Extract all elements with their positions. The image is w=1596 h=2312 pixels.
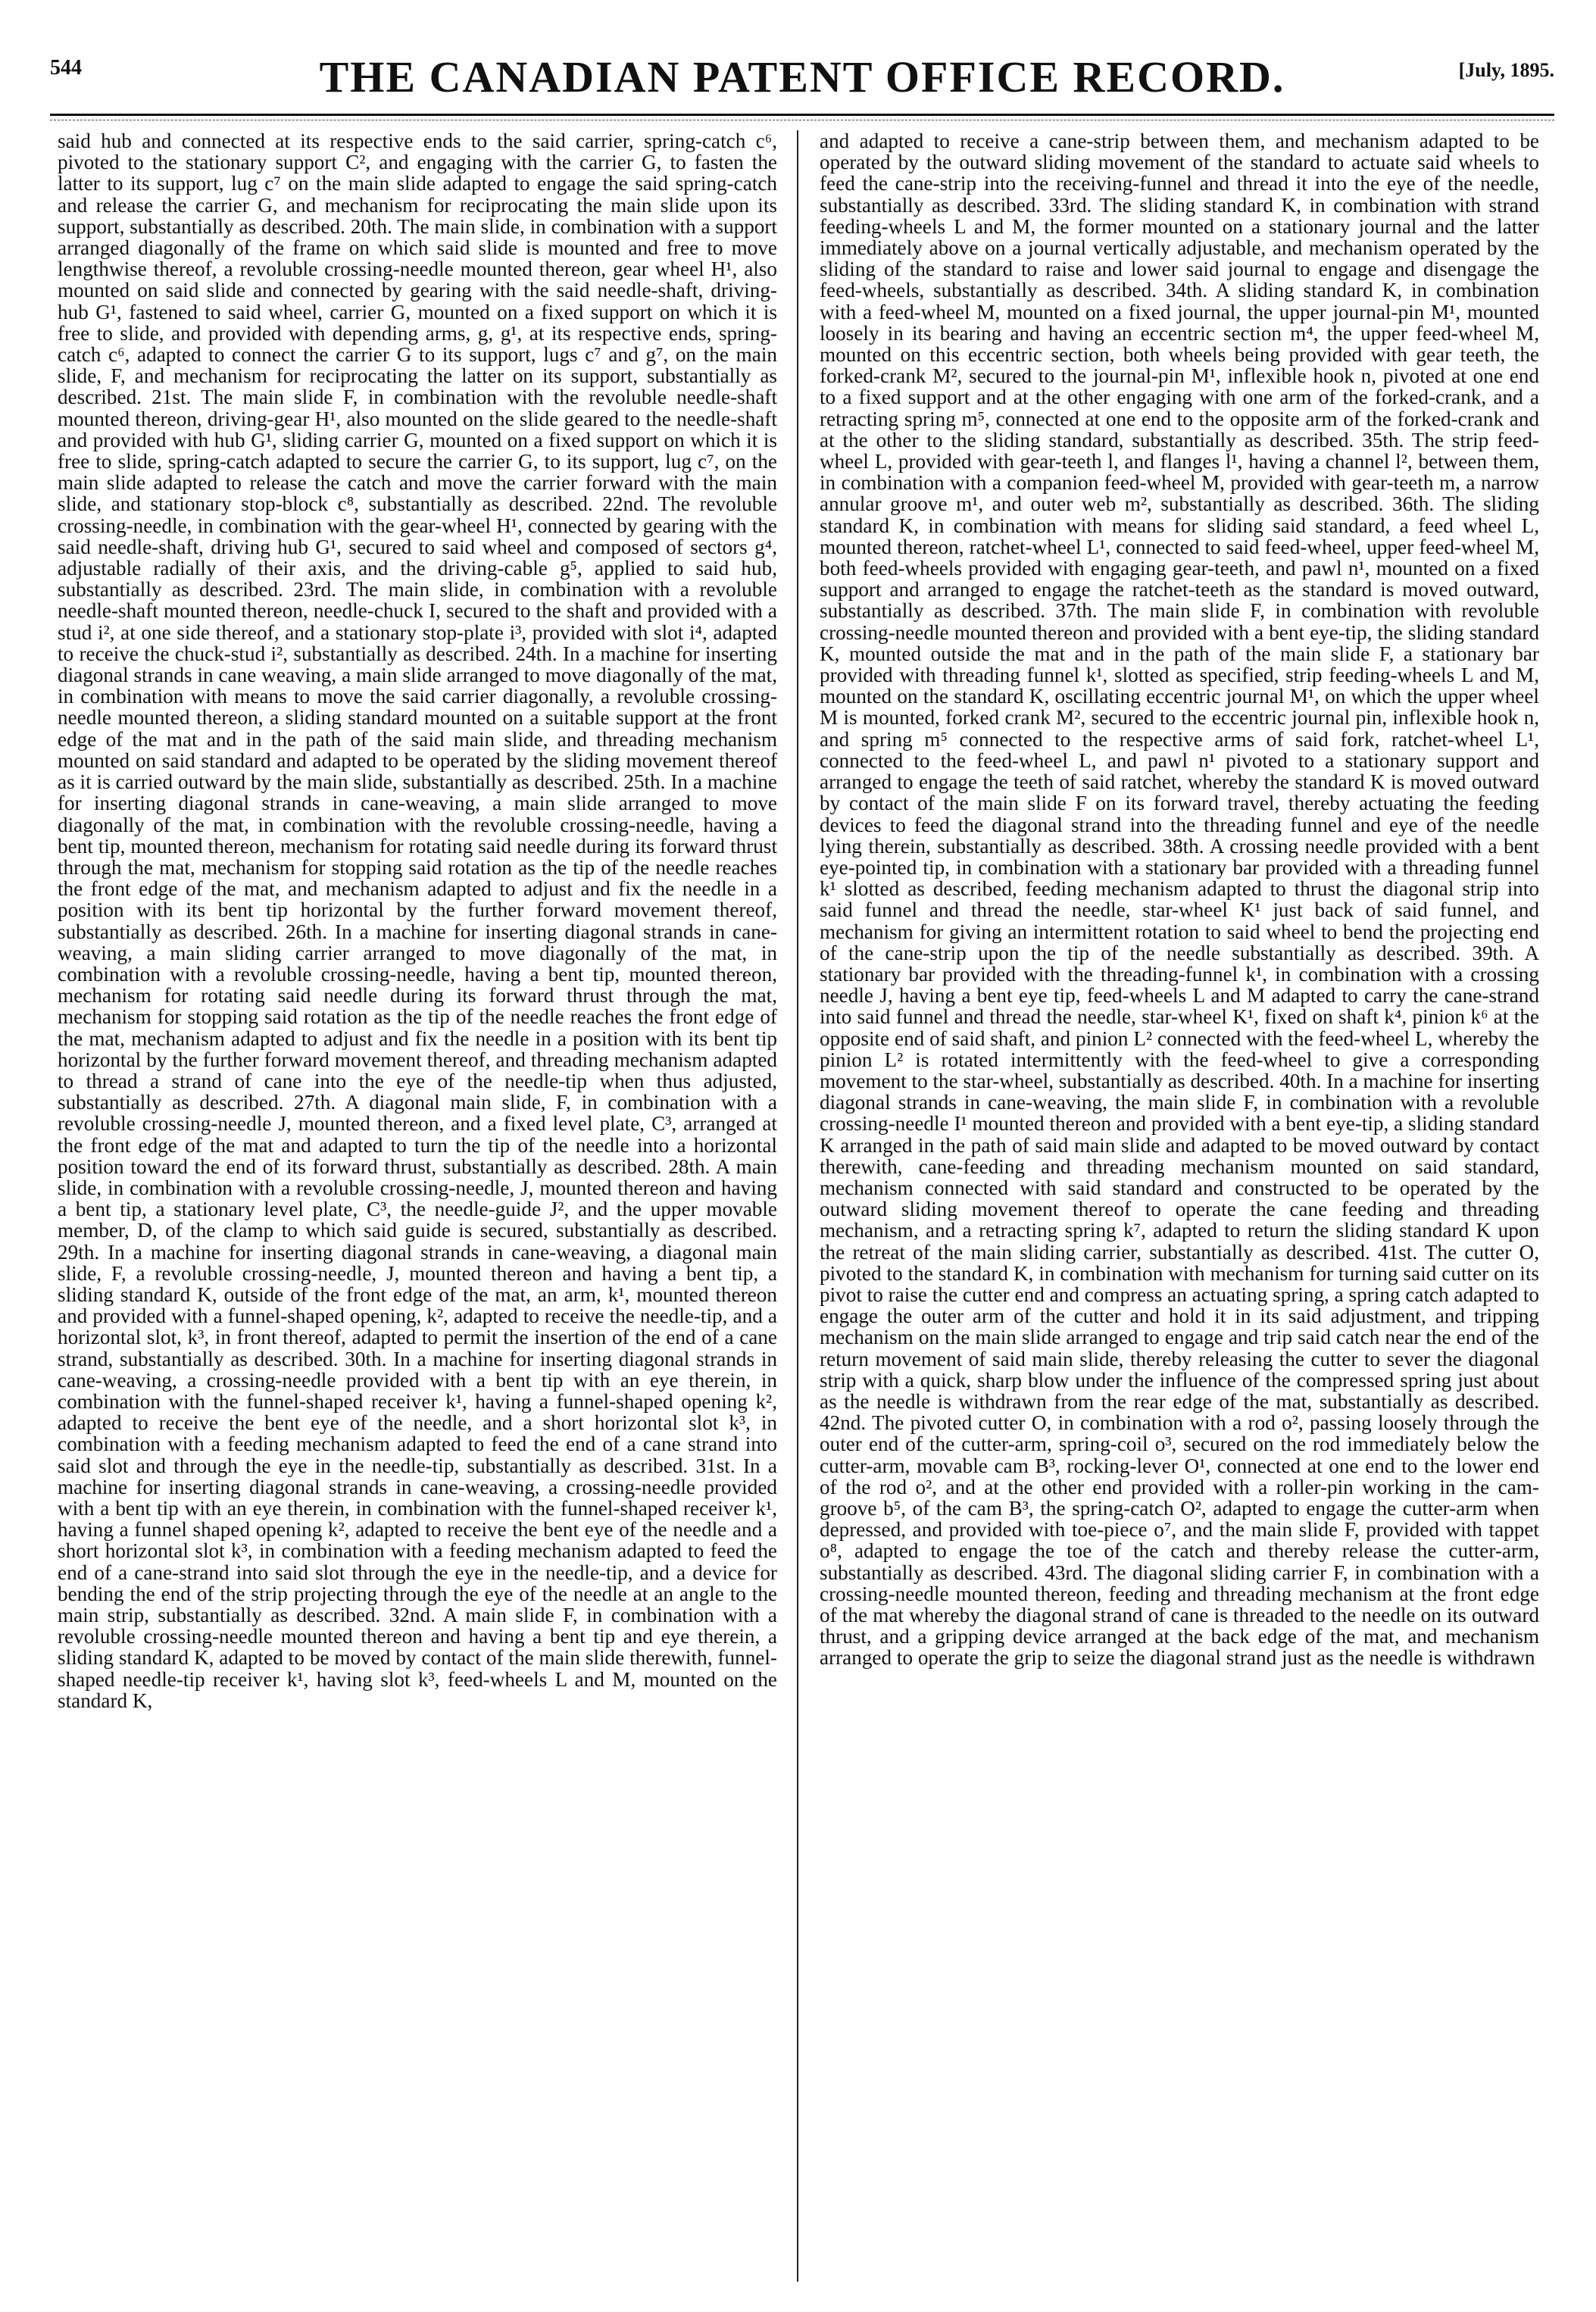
header-rule bbox=[50, 114, 1554, 116]
page-header bbox=[50, 52, 1554, 106]
column-divider bbox=[797, 130, 798, 2282]
page-number: 544 bbox=[50, 56, 82, 80]
right-column bbox=[820, 130, 1539, 2282]
issue-date: [July, 1895. bbox=[1458, 59, 1554, 81]
right-column-text: and adapted to receive a cane-strip between them, and mechanism adapted to be operated by the outward sliding movement of the standard to actuate said wheels to feed the cane-strip into the receiving-funnel and thread it into the eye of the needle, substantially as described. 33rd. The sliding standard K, in combination with strand feeding-wheels L and M, the former mounted on a stationary journal and the latter immediately above on a journal vertically adjustable, and mechanism operated by the sliding of the standard to raise and lower said journal to engage and disengage the feed-wheels, substantially as described. 34th. A sliding standard K, in combination with a feed-wheel M, mounted on a fixed journal, the upper journal-pin M¹, mounted loosely in its bearing and having an eccentric section m⁴, the upper feed-wheel M, mounted on this eccentric section, both wheels being provided with gear teeth, the forked-crank M², secured to the journal-pin M¹, inflexible hook n, pivoted at one end to a fixed support and at the other engaging with one arm of the forked-crank, and a retracting spring m⁵, connected at one end to the opposite arm of the forked-crank and at the other to the sliding standard, substantially as described. 35th. The strip feed-wheel L, provided with gear-teeth l, and flanges l¹, having a channel l², between them, in combination with a companion feed-wheel M, provided with gear-teeth m, a narrow annular groove m¹, and outer web m², substantially as described. 36th. The sliding standard K, in combination with means for sliding said standard, a feed wheel L, mounted thereon, ratchet-wheel L¹, connected to said feed-wheel, upper feed-wheel M, both feed-wheels provided with engaging gear-teeth, and pawl n¹, mounted on a fixed support and arranged to engage the ratchet-teeth as the standard is moved outward, substantially as described. 37th. The main slide F, in combination with revoluble crossing-needle mounted thereon and provided with a bent eye-tip, the sliding standard K, mounted outside the mat and in the path of the main slide F, a stationary bar provided with threading funnel k¹, slotted as specified, strip feeding-wheels L and M, mounted on the standard K, oscillating eccentric journal M¹, on which the upper wheel M is mounted, forked crank M², secured to the eccentric journal pin, inflexible hook n, and spring m⁵ connected to the respective arms of said fork, ratchet-wheel L¹, connected to the feed-wheel L, and pawl n¹ pivoted to a stationary support and arranged to engage the teeth of said ratchet, whereby the standard K is moved outward by contact of the main slide F on its forward travel, thereby actuating the feeding devices to feed the diagonal strand into the threading funnel and eye of the needle lying therein, substantially as described. 38th. A crossing needle provided with a bent eye-pointed tip, in combination with a stationary bar provided with a threading funnel k¹ slotted as described, feeding mechanism adapted to thrust the diagonal strip into said funnel and thread the needle, star-wheel K¹ just back of said funnel, and mechanism for giving an intermittent rotation to said wheel to bend the projecting end of the cane-strip upon the tip of the needle substantially as described. 39th. A stationary bar provided with the threading-funnel k¹, in combination with a crossing needle J, having a bent eye tip, feed-wheels L and M adapted to carry the cane-strand into said funnel and thread the needle, star-wheel K¹, fixed on shaft k⁴, pinion k⁶ at the opposite end of said shaft, and pinion L² connected with the feed-wheel L, whereby the pinion L² is rotated intermittently with the feed-wheel to give a corresponding movement to the star-wheel, substantially as described. 40th. In a machine for inserting diagonal strands in cane-weaving, the main slide F, in combination with a revoluble crossing-needle I¹ mounted thereon and provided with a bent eye-tip, a sliding standard K arranged in the path of said main slide and adapted to be moved outward by contact therewith, cane-feeding and threading mechanism mounted on said standard, mechanism connected with said standard and constructed to be operated by the outward sliding movement thereof to operate the cane feeding and threading mechanism, and a retracting spring k⁷, adapted to return the sliding standard K upon the retreat of the main sliding carrier, substantially as described. 41st. The cutter O, pivoted to the standard K, in combination with mechanism for turning said cutter on its pivot to raise the cutter end and compress an actuating spring, a spring catch adapted to engage the outer arm of the cutter and hold it in its said adjustment, and tripping mechanism on the main slide arranged to engage and trip said catch near the end of the return movement of said main slide, thereby releasing the cutter to sever the diagonal strip with a quick, sharp blow under the influence of the compressed spring just about as the needle is withdrawn from the rear edge of the mat, substantially as described. 42nd. The pivoted cutter O, in combination with a rod o², passing loosely through the outer end of the cutter-arm, spring-coil o³, secured on the rod immediately below the cutter-arm, movable cam B³, rocking-lever O¹, connected at one end to the lower end of the rod o², and at the other end provided with a roller-pin working in the cam-groove b⁵, of the cam B³, the spring-catch O², adapted to engage the cutter-arm when depressed, and provided with toe-piece o⁷, and the main slide F, provided with tappet o⁸, adapted to engage the toe of the catch and thereby release the cutter-arm, substantially as described. 43rd. The diagonal sliding carrier F, in combination with a crossing-needle mounted thereon, feeding and threading mechanism at the front edge of the mat whereby the diagonal strand of cane is threaded to the needle on its outward thrust, and a gripping device arranged at the back edge of the mat, and mechanism arranged to operate the grip to seize the diagonal strand just as the needle is withdrawn bbox=[820, 130, 1539, 1670]
journal-title: THE CANADIAN PATENT OFFICE RECORD. bbox=[319, 52, 1285, 102]
left-column bbox=[58, 130, 777, 2282]
left-column-text: said hub and connected at its respective ends to the said carrier, spring-catch c⁶, pivoted to the stationary support C², and engaging with the carrier G, to fasten the latter to its support, lug c⁷ on the main slide adapted to engage the said spring-catch and release the carrier G, and mechanism for reciprocating the main slide upon its support, substantially as described. 20th. The main slide, in combination with a support arranged diagonally of the frame on which said slide is mounted and free to move lengthwise thereof, a revoluble crossing-needle mounted thereon, gear wheel H¹, also mounted on said slide and connected by gearing with the said needle-shaft, driving-hub G¹, fastened to said wheel, carrier G, mounted on a fixed support on which it is free to slide, and provided with depending arms, g, g¹, at its respective ends, spring-catch c⁶, adapted to connect the carrier G to its support, lugs c⁷ and g⁷, on the main slide, F, and mechanism for reciprocating the latter on its support, substantially as described. 21st. The main slide F, in combination with the revoluble needle-shaft mounted thereon, driving-gear H¹, also mounted on the slide geared to the needle-shaft and provided with hub G¹, sliding carrier G, mounted on a fixed support on which it is free to slide, spring-catch adapted to secure the carrier G, to its support, lug c⁷, on the main slide adapted to release the catch and move the carrier forward with the main slide, and stationary stop-block c⁸, substantially as described. 22nd. The revoluble crossing-needle, in combination with the gear-wheel H¹, connected by gearing with the said needle-shaft, driving hub G¹, secured to said wheel and composed of sectors g⁴, adjustable radially of their axis, and the driving-cable g⁵, applied to said hub, substantially as described. 23rd. The main slide, in combination with a revoluble needle-shaft mounted thereon, needle-chuck I, secured to the shaft and provided with a stud i², at one side thereof, and a stationary stop-plate i³, provided with slot i⁴, adapted to receive the chuck-stud i², substantially as described. 24th. In a machine for inserting diagonal strands in cane weaving, a main slide arranged to move diagonally of the mat, in combination with means to move the said carrier diagonally, a revoluble crossing-needle mounted thereon, a sliding standard mounted on a suitable support at the front edge of the mat and in the path of the said main slide, and threading mechanism mounted on said standard and adapted to be operated by the sliding movement thereof as it is carried outward by the main slide, substantially as described. 25th. In a machine for inserting diagonal strands in cane-weaving, a main slide arranged to move diagonally of the mat, in combination with the revoluble crossing-needle, having a bent tip, mounted thereon, mechanism for rotating said needle during its forward thrust through the mat, mechanism for stopping said rotation as the tip of the needle reaches the front edge of the mat, and mechanism adapted to adjust and fix the needle in a position with its bent tip horizontal by the further forward movement thereof, substantially as described. 26th. In a machine for inserting diagonal strands in cane-weaving, a main sliding carrier arranged to move diagonally of the mat, in combination with a revoluble crossing-needle, having a bent tip, mounted thereon, mechanism for rotating said needle during its forward thrust through the mat, mechanism for stopping said rotation as the tip of the needle reaches the front edge of the mat, mechanism adapted to adjust and fix the needle in a position with its bent tip horizontal by the further forward movement thereof, and threading mechanism adapted to thread a strand of cane into the eye of the needle-tip when thus adjusted, substantially as described. 27th. A diagonal main slide, F, in combination with a revoluble crossing-needle J, mounted thereon, and a fixed level plate, C³, arranged at the front edge of the mat and adapted to turn the tip of the needle into a horizontal position toward the end of its forward thrust, substantially as described. 28th. A main slide, in combination with a revoluble crossing-needle, J, mounted thereon and having a bent tip, a stationary level plate, C³, the needle-guide J², and the upper movable member, D, of the clamp to which said guide is secured, substantially as described. 29th. In a machine for inserting diagonal strands in cane-weaving, a diagonal main slide, F, a revoluble crossing-needle, J, mounted thereon and having a bent tip, a sliding standard K, outside of the front edge of the mat, an arm, k¹, mounted thereon and provided with a funnel-shaped opening, k², adapted to receive the needle-tip, and a horizontal slot, k³, in front thereof, adapted to permit the insertion of the end of a cane strand, substantially as described. 30th. In a machine for inserting diagonal strands in cane-weaving, a crossing-needle provided with a bent tip with an eye therein, in combination with the funnel-shaped receiver k¹, having a funnel-shaped opening k², adapted to receive the bent eye of the needle, and a short horizontal slot k³, in combination with a feeding mechanism adapted to feed the end of a cane strand into said slot and through the eye in the needle-tip, substantially as described. 31st. In a machine for inserting diagonal strands in cane-weaving, a crossing-needle provided with a bent tip with an eye therein, in combination with the funnel-shaped receiver k¹, having a funnel shaped opening k², adapted to receive the bent eye of the needle and a short horizontal slot k³, in combination with a feeding mechanism adapted to feed the end of a cane-strand into said slot through the eye in the needle-tip, and a device for bending the end of the strip projecting through the eye of the needle at an angle to the main strip, substantially as described. 32nd. A main slide F, in combination with a revoluble crossing-needle mounted thereon and having a bent tip and eye therein, a sliding standard K, adapted to be moved by contact of the main slide therewith, funnel-shaped needle-tip receiver k¹, having slot k³, feed-wheels L and M, mounted on the standard K, bbox=[58, 130, 777, 1712]
